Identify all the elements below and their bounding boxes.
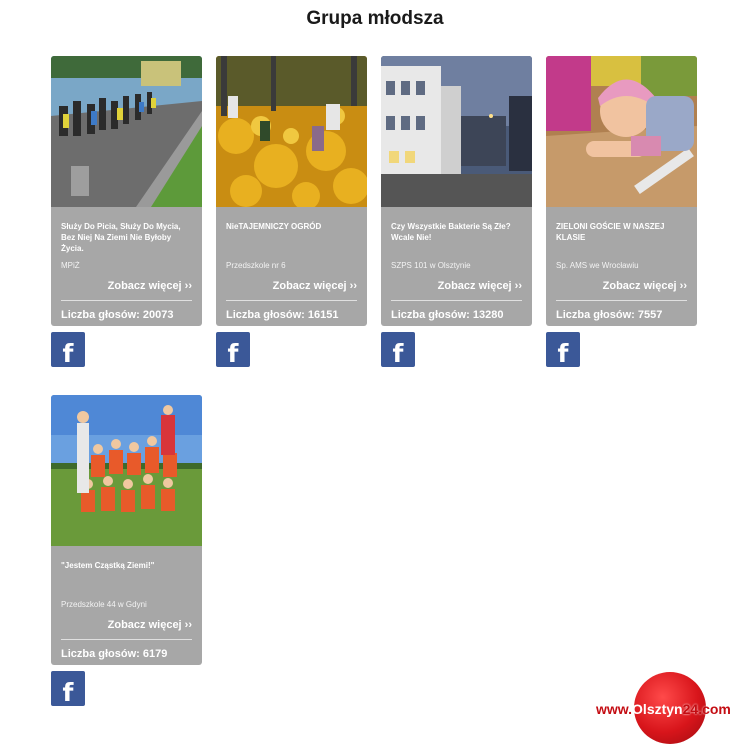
facebook-share-button[interactable] <box>546 332 580 367</box>
vote-count: Liczba głosów: 16151 <box>226 309 339 321</box>
divider <box>226 300 357 301</box>
entry-author: MPiŻ <box>61 261 80 270</box>
facebook-share-button[interactable] <box>51 671 85 706</box>
facebook-icon: f <box>62 677 74 707</box>
facebook-icon: f <box>392 338 404 368</box>
entry-photo[interactable] <box>381 56 532 207</box>
entry-title: Służy Do Picia, Służy Do Mycia, Bez Niej Na Ziemi Nie Byłoby Życia. <box>61 222 181 253</box>
entry-title: NieTAJEMNICZY OGRÓD <box>226 222 322 231</box>
contest-entry-card[interactable] <box>216 56 367 326</box>
entry-photo[interactable] <box>546 56 697 207</box>
contest-entry-card[interactable] <box>546 56 697 326</box>
entry-author: Przedszkole 44 w Gdyni <box>61 600 147 609</box>
vote-count: Liczba głosów: 6179 <box>61 648 168 660</box>
divider <box>61 639 192 640</box>
facebook-share-button[interactable] <box>51 332 85 367</box>
entry-photo[interactable] <box>51 56 202 207</box>
vote-count: Liczba głosów: 13280 <box>391 309 504 321</box>
divider <box>556 300 687 301</box>
see-more-link[interactable]: Zobacz więcej ›› <box>107 280 192 292</box>
vote-count: Liczba głosów: 7557 <box>556 309 663 321</box>
entry-author: SZPS 101 w Olsztynie <box>391 261 471 270</box>
facebook-share-button[interactable] <box>381 332 415 367</box>
watermark-text: www.Olsztyn24.com <box>596 701 731 717</box>
contest-entry-card[interactable] <box>51 395 202 665</box>
page-title: Grupa młodsza <box>306 8 444 29</box>
divider <box>391 300 522 301</box>
entry-author: Przedszkole nr 6 <box>226 261 286 270</box>
entry-photo[interactable] <box>216 56 367 207</box>
facebook-icon: f <box>62 338 74 368</box>
contest-entry-card[interactable] <box>381 56 532 326</box>
see-more-link[interactable]: Zobacz więcej ›› <box>602 280 687 292</box>
contest-entry-card[interactable] <box>51 56 202 326</box>
vote-count: Liczba głosów: 20073 <box>61 309 174 321</box>
entry-author: Sp. AMS we Wrocławiu <box>556 261 639 270</box>
facebook-icon: f <box>557 338 569 368</box>
see-more-link[interactable]: Zobacz więcej ›› <box>272 280 357 292</box>
entry-title: ZIELONI GOŚCIE W NASZEJ KLASIE <box>556 222 665 242</box>
facebook-icon: f <box>227 338 239 368</box>
see-more-link[interactable]: Zobacz więcej ›› <box>107 619 192 631</box>
see-more-link[interactable]: Zobacz więcej ›› <box>437 280 522 292</box>
facebook-share-button[interactable] <box>216 332 250 367</box>
divider <box>61 300 192 301</box>
entry-title: "Jestem Cząstką Ziemi!" <box>61 561 155 570</box>
site-watermark <box>596 672 750 746</box>
entry-title: Czy Wszystkie Bakterie Są Złe? Wcale Nie! <box>391 222 511 242</box>
entry-photo[interactable] <box>51 395 202 546</box>
